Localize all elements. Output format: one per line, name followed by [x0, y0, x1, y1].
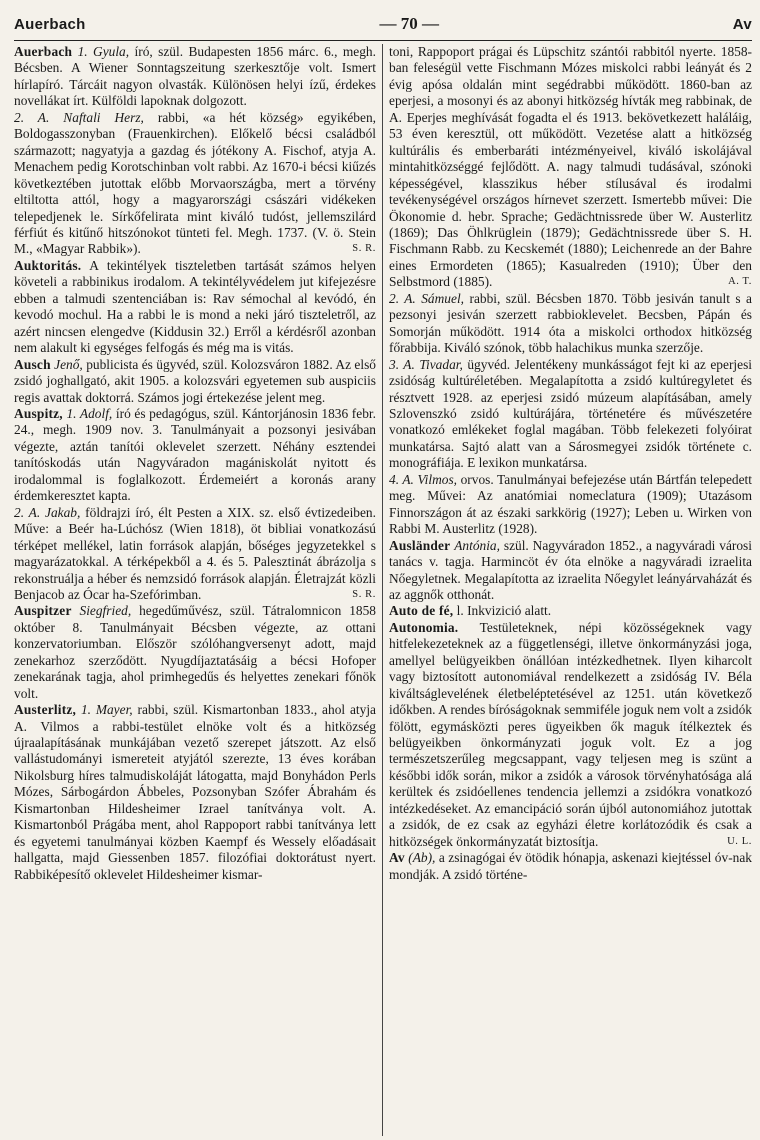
- lexicon-entry: [389, 603, 752, 619]
- entry-text: rabbi, «a hét község» egyikében, Boldogasszonyban (Frauenkirchen). Előkelő bécsi családból származott; nagyatyja a gazdag és jótékony A. Fischof, atyja A. Menachem pedig Korotschinban volt rabbi. Az 1670-i bécsi kiűzés következtében jutottak előbb Morvaországba, mert a törvény eltiltotta attól, hogy a magyarországi császári vidékeken telepedjenek le. Sírkőfelirata mint kiváló tudóst, jellemszilárd férfiút és kitűnő hitszónokot tünteti fel. Megh. 1737. (V. ö. Stein M., «Magyar Rabbik»).: [14, 109, 376, 257]
- entry-subhead: 1. Adolf,: [66, 405, 113, 421]
- entry-text: publicista és ügyvéd, szül. Kolozsváron 1882. Az első zsidó joghallgató, akit 1905. a kolozsvári egyetemen sub auspiciis regis avattak doktorrá. Számos jogi értekezése jelent meg.: [14, 356, 376, 405]
- entry-text: orvos. Tanulmányai befejezése után Bártfán telepedett meg. Művei: Az anatómiai nomeclatura (1909); Utazásom Finnországon át az északi sarkkörig (1927); Leben u. Wirken von Rabbi M. Austerlitz (1928).: [389, 471, 752, 537]
- lexicon-entry: [14, 44, 376, 110]
- entry-subhead: 4. A. Vilmos,: [389, 471, 458, 487]
- entry-text: rabbi, szül. Kismartonban 1833., ahol atyja A. Vilmos a rabbi-testület elnöke volt és a hitközség újraalapításának munkájában vezető szerepet játszott. Az első vallástudományi ismereteit atyjától szerezte, 13 éves korában Nikolsburg híres talmudiskoláját látogatta, majd Bonyhádon Perls Mózes, Sárbogárdon Ábbeles, Pozsonyban Szófer Ábrahám és Kismartonban Hildesheimer Izrael tanítványa volt. A. Kismartonból Prágába ment, ahol Rappoport rabbi tanítványa lett és egyetemi tanulmányai közben Kaempf és Wessely előadásait hallgatta, majd Giessenben 1857. filozófiai doktorátust nyert. Rabbiképesítő oklevelet Hildesheimer kismar-: [14, 702, 376, 882]
- author-signature: S. R.: [352, 243, 376, 255]
- entry-text: író és pedagógus, szül. Kántorjánosin 1836 febr. 24., megh. 1909 nov. 3. Tanulmányait a pozsonyi jesivában végezte, aztán tanítói oklevelet szerzett. Néhány esztendei tanítóskodás után Nagyváradon magániskolát nyitott és irodalommal is foglalkozott. Érdemeiért a koronás arany érdemkeresztet kapta.: [14, 405, 376, 504]
- lexicon-entry: [389, 44, 752, 291]
- lexicon-entry: [14, 603, 376, 702]
- entry-text: A tekintélyek tiszteletben tartását számos helyen követeli a rabbinikus irodalom. A tekintélyvédelem jut kifejezésre ebben a talmudi szentenciában is: Rav sémochal al kevódó, én kevodó mochul. Ha a rabbi le is mond a neki járó tiszteletről, az azért nincsen elengedve (Kiddusin 32.) Erről a kérdésről azonban nem alakult ki egységes felfogás és még ma is vitás.: [14, 257, 377, 356]
- entry-headword: Austerlitz,: [14, 702, 77, 718]
- lexicon-entry: [389, 291, 752, 357]
- header-right-guideword: Av: [732, 15, 752, 33]
- entry-text: hegedűművész, szül. Tátralomnicon 1858 október 8. Tanulmányait Bécsben végezte, az ottani konzervatoriumban. Először szólóhangversenyt adott, majd zenekarhoz szerződött. Nyugdíjaztatásáig a bécsi Hofoper zenekarának tagja, ahol primhegedűs és helyettes zenekari főnök volt.: [14, 603, 376, 701]
- entry-text: toni, Rappoport prágai és Lüpschitz szántói rabbitól nyerte. 1858-ban feleségül vette Fischmann Mózes miskolci rabbi leányát és 2 évig apósa oldalán mint segédrabbi működött. 1860-ban az eperjesi, a mosonyi és az abonyi hitközség hívták meg rabbinak, de A. Eperjes meghívását fogadta el és 1913. bekövetkezett haláláig, 53 éven keresztül, ott működött. Vezetése alatt a hitközség kultúrális és emberbaráti intézményeivel, kiváló iskolájával mintahitközséggé fejlődött. A. nagy talmudi tudásával, szónoki képességével, klasszikus héber stílusával és irodalmi tevékenységével országos hírnevet szerzett. Ismertebb művei: Die Ökonomie d. hebr. Sprache; Gedächtnissrede über W. Austerlitz (1869); Das Öhlkrüglein (1879); Gedächtnissrede über S. H. Fischmann Rabb. zu Kecskemét (1880); Leichenrede an der Bahre eines Ermordeten (1865); Kasualreden (1910); Über den Selbstmord (1885).: [389, 44, 752, 290]
- lexicon-entry: [389, 538, 752, 604]
- header-left-guideword: Auerbach: [14, 15, 86, 33]
- entry-subhead: 2. A. Naftali Herz,: [14, 109, 144, 125]
- entry-headword: Auspitz,: [14, 405, 63, 421]
- lexicon-entry: [14, 702, 376, 883]
- lexicon-entry: [14, 357, 376, 406]
- author-signature: A. T.: [728, 276, 752, 288]
- entry-text: földrajzi író, élt Pesten a XIX. sz. első évtizedeiben. Műve: a Beér ha-Lúchósz (Wien 1818), öt bibliai vonatkozású térképet mellékel, latin források alapján, bőséges jegyzetekkel s magyarázatokkal. A térképekből a 4. és 5. Palesztinát ábrázolja s rekonstruálja a héber és nemzsidó források alapján. Életrajzát közli Benjacob az Ócar ha-Szefórimban.: [14, 504, 376, 602]
- entry-text: a zsinagógai év ötödik hónapja, askenazi kiejtéssel óv-nak mondják. A zsidó történe-: [389, 850, 752, 882]
- running-header: [14, 10, 752, 38]
- header-divider: [14, 40, 752, 41]
- entry-headword: Ausch: [14, 356, 51, 372]
- entry-subhead: 3. A. Tivadar,: [389, 356, 463, 372]
- entry-text: ügyvéd. Jelentékeny munkásságot fejt ki az eperjesi zsidóság kultúréletében. Megalapította a zsidó kultúregyletet és résztvett 1928. az eperjesi zsidó múzeum alapításában, amely Szlovenszkó zsidó kultúrájára, történetére és művészetére vonatkozó emlékeket foglal magában. Több felekezeti folyóirat munkatársa. Sajtó alatt van a Sárosmegyei zsidók története c. monográfiája. E lexikon munkatársa.: [389, 356, 752, 471]
- entry-subhead: 2. A. Sámuel,: [389, 290, 465, 306]
- right-column: [383, 44, 752, 1136]
- entry-headword: Ausländer: [389, 537, 451, 553]
- author-signature: S. R.: [352, 588, 376, 600]
- entry-subhead: 1. Mayer,: [80, 702, 133, 718]
- lexicon-entry: [14, 505, 376, 604]
- entry-text: rabbi, szül. Bécsben 1870. Több jesiván tanult s a pezsonyi jesiván szerzett rabbioklevelet. Becsben, Pápán és Somorján működött. 1914 óta a miskolci orthodox hitközség főrabbija. Kiváló szónok, több halachikus munka szerzője.: [389, 290, 752, 356]
- lexicon-entry: [14, 406, 376, 505]
- entry-headword: Auspitzer: [14, 603, 72, 619]
- author-signature: U. L.: [727, 835, 752, 847]
- entry-subhead: 1. Gyula,: [77, 44, 130, 59]
- entry-text: Testületeknek, népi közösségeknek vagy hitfelekezeteknek az a függetlenségi, illetve önkormányzási joga, amellyel belügyeikben önállóan intézkedhetnek. Ilyen kiharcolt vagy biztosított autonomiával rendelkezett a zsidóság IV. Béla kiváltságlevelének életbeléptetésével az 1251. után következő időkben. A rendes bíróságoknak semmiféle joguk nem volt a zsidók fölött, egymásközti peres ügyeikben ők maguk ítélkeztek és belügyeikben önkormányzati joguk volt. Ez a jog természetszerűleg megcsappant, vagy teljesen meg is szünt a későbbi idők során, mikor a zsidók a városok törvényhatósága alá kerültek és zsidóellenes tendencia jellemzi a zsidókra vonatkozó intézkedéseket. Az emancipáció során újból autonomiához jutottak a zsidók, de ez csak az egyházi életre korlátozódik és csak a hitközségek önkormányzatát biztosítja.: [389, 619, 752, 849]
- entry-subhead: (Ab),: [408, 850, 436, 866]
- entry-text: l. Inkvizició alatt.: [456, 603, 552, 619]
- entry-text: szül. Nagyváradon 1852., a nagyváradi városi tanács v. tagja. Harmincöt év óta elnöke a nagyváradi izraelita Nőegyletnek. Megalapította az izraelita Nőegylet leányárvaházát és az aggnők otthonát.: [389, 537, 752, 602]
- lexicon-entry: [389, 357, 752, 472]
- lexicon-entry: [14, 110, 376, 258]
- lexicon-entry: [389, 472, 752, 538]
- text-columns: [14, 44, 752, 1136]
- entry-subhead: Jenő,: [54, 356, 83, 372]
- lexicon-entry: [389, 620, 752, 850]
- left-column: [14, 44, 383, 1136]
- lexicon-entry: [389, 850, 752, 883]
- lexicon-entry: [14, 258, 376, 357]
- entry-headword: Autonomia.: [389, 619, 459, 635]
- entry-headword: Auto de fé,: [389, 603, 454, 619]
- entry-headword: Auerbach: [14, 44, 73, 59]
- entry-subhead: Antónia,: [454, 537, 500, 553]
- entry-subhead: 2. A. Jakab,: [14, 504, 81, 520]
- entry-headword: Av: [389, 850, 405, 866]
- entry-headword: Auktoritás.: [14, 257, 82, 273]
- entry-text: író, szül. Budapesten 1856 márc. 6., megh. Bécsben. A Wiener Sonntagszeitung szerkesztője volt. Ismert hírlapíró. Tárcáit nagyon olvasták. Különösen helyi ízű, érdekes novellákat írt. Külföldi lapoknak dolgozott.: [14, 44, 376, 109]
- page-number: — 70 —: [379, 14, 439, 33]
- entry-subhead: Siegfried,: [79, 603, 132, 619]
